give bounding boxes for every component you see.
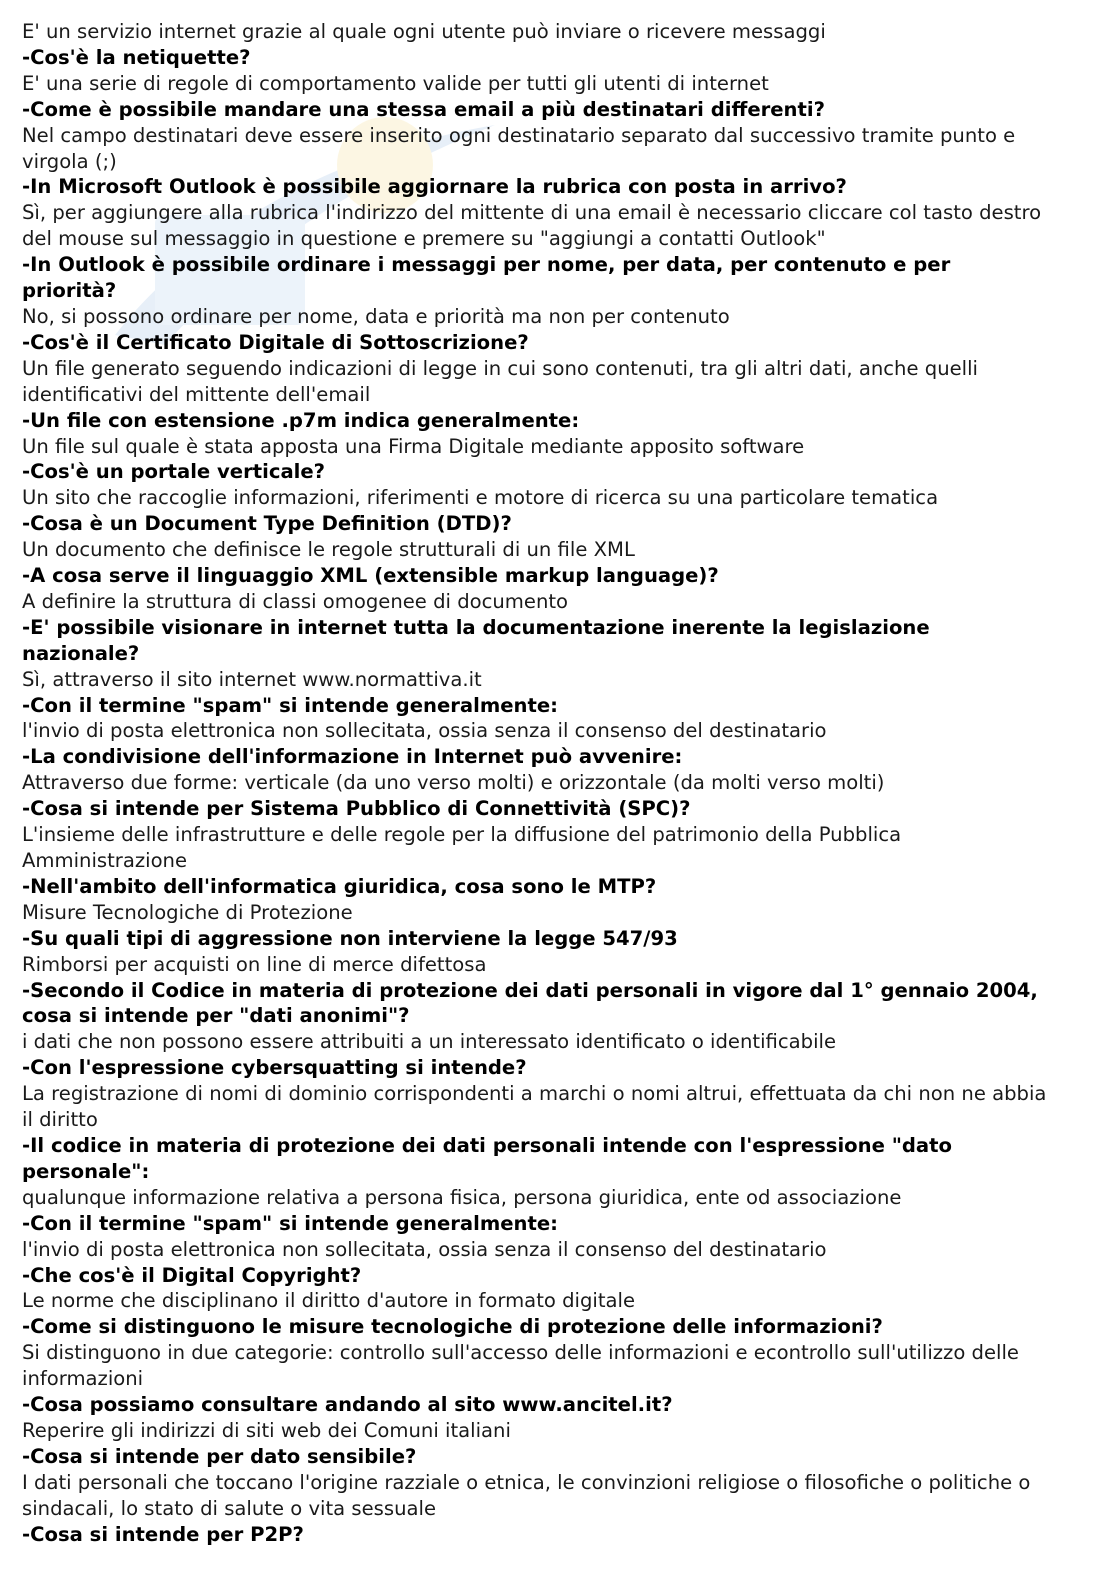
answer-line: No, si possono ordinare per nome, data e priorità ma non per contenuto <box>22 304 730 328</box>
answer-line: Amministrazione <box>22 849 188 872</box>
answer-line: Rimborsi per acquisti on line di merce difettosa <box>22 952 487 976</box>
answer-line: l'invio di posta elettronica non sollecitata, ossia senza il consenso del destinatario <box>22 1237 827 1261</box>
question-line: -E' possibile visionare in internet tutta la documentazione inerente la legislazione <box>22 615 930 639</box>
answer-line: il diritto <box>22 1108 98 1132</box>
question-line: -Cos'è la netiquette? <box>22 45 251 69</box>
answer-line: Attraverso due forme: verticale (da uno verso molti) e orizzontale (da molti verso molti) <box>22 771 885 795</box>
question-line: priorità? <box>22 279 117 303</box>
question-line: nazionale? <box>22 641 140 665</box>
question-line: -A cosa serve il linguaggio XML (extensible markup language)? <box>22 564 719 588</box>
answer-line: virgola (;) <box>22 149 117 173</box>
question-line: -Cosa è un Document Type Definition (DTD)? <box>22 512 512 536</box>
question-line: -Cosa si intende per dato sensibile? <box>22 1444 417 1468</box>
question-line: -Come si distinguono le misure tecnologiche di protezione delle informazioni? <box>22 1315 883 1339</box>
answer-line: Le norme che disciplinano il diritto d'autore in formato digitale <box>22 1289 636 1313</box>
answer-line: La registrazione di nomi di dominio corrispondenti a marchi o nomi altrui, effettuata da chi non ne abbia <box>22 1082 1047 1106</box>
question-line: -Cos'è il Certificato Digitale di Sottoscrizione? <box>22 330 529 354</box>
document-page <box>22 19 1102 1547</box>
answer-line: del mouse sul messaggio in questione e premere su "aggiungi a contatti Outlook" <box>22 227 826 251</box>
answer-line: informazioni <box>22 1367 144 1391</box>
answer-line: Sì, attraverso il sito internet www.normattiva.it <box>22 667 482 691</box>
question-line: -In Outlook è possibile ordinare i messaggi per nome, per data, per contenuto e per <box>22 253 951 277</box>
answer-line: Un documento che definisce le regole strutturali di un file XML <box>22 538 635 562</box>
question-line: -Cosa si intende per P2P? <box>22 1522 304 1546</box>
answer-line: Reperire gli indirizzi di siti web dei Comuni italiani <box>22 1418 511 1442</box>
answer-line: Un file sul quale è stata apposta una Firma Digitale mediante apposito software <box>22 434 805 458</box>
question-line: cosa si intende per "dati anonimi"? <box>22 1004 410 1028</box>
question-line: -Su quali tipi di aggressione non interviene la legge 547/93 <box>22 926 678 950</box>
answer-line: Si distinguono in due categorie: controllo sull'accesso delle informazioni e econtrollo sull'utilizzo delle <box>22 1341 1019 1365</box>
answer-line: Sì, per aggiungere alla rubrica l'indirizzo del mittente di una email è necessario cliccare col tasto destro <box>22 201 1042 225</box>
question-line: -Cosa si intende per Sistema Pubblico di Connettività (SPC)? <box>22 797 691 821</box>
answer-line: Un file generato seguendo indicazioni di legge in cui sono contenuti, tra gli altri dati, anche quelli <box>22 356 978 380</box>
answer-line: Nel campo destinatari deve essere inserito ogni destinatario separato dal successivo tramite punto e <box>22 123 1016 147</box>
question-line: -Con l'espressione cybersquatting si intende? <box>22 1056 527 1080</box>
answer-line: E' un servizio internet grazie al quale ogni utente può inviare o ricevere messaggi <box>22 20 826 43</box>
answer-line: L'insieme delle infrastrutture e delle regole per la diffusione del patrimonio della Pubblica <box>22 823 902 847</box>
question-line: -Un file con estensione .p7m indica generalmente: <box>22 408 580 432</box>
question-line: -Come è possibile mandare una stessa email a più destinatari differenti? <box>22 97 825 121</box>
answer-line: identificativi del mittente dell'email <box>22 382 371 406</box>
answer-line: l'invio di posta elettronica non sollecitata, ossia senza il consenso del destinatario <box>22 719 827 743</box>
answer-line: E' una serie di regole di comportamento valide per tutti gli utenti di internet <box>22 71 769 95</box>
question-line: -In Microsoft Outlook è possibile aggiornare la rubrica con posta in arrivo? <box>22 175 847 199</box>
question-line: -Il codice in materia di protezione dei dati personali intende con l'espressione "dato <box>22 1133 952 1157</box>
answer-line: qualunque informazione relativa a persona fisica, persona giuridica, ente od associazione <box>22 1185 902 1209</box>
question-line: -La condivisione dell'informazione in Internet può avvenire: <box>22 745 683 769</box>
question-line: -Con il termine "spam" si intende generalmente: <box>22 1211 558 1235</box>
question-line: -Secondo il Codice in materia di protezione dei dati personali in vigore dal 1° gennaio 2004, <box>22 978 1038 1002</box>
question-line: -Cos'è un portale verticale? <box>22 460 326 484</box>
answer-line: I dati personali che toccano l'origine razziale o etnica, le convinzioni religiose o filosofiche o politiche o <box>22 1470 1031 1494</box>
answer-line: sindacali, lo stato di salute o vita sessuale <box>22 1496 437 1520</box>
answer-line: Un sito che raccoglie informazioni, riferimenti e motore di ricerca su una particolare tematica <box>22 486 939 510</box>
question-line: -Con il termine "spam" si intende generalmente: <box>22 693 558 717</box>
question-line: -Nell'ambito dell'informatica giuridica, cosa sono le MTP? <box>22 874 657 898</box>
question-line: -Che cos'è il Digital Copyright? <box>22 1263 362 1287</box>
question-line: personale": <box>22 1159 150 1183</box>
answer-line: A definire la struttura di classi omogenee di documento <box>22 589 569 613</box>
question-line: -Cosa possiamo consultare andando al sito www.ancitel.it? <box>22 1393 673 1417</box>
answer-line: Misure Tecnologiche di Protezione <box>22 900 353 924</box>
answer-line: i dati che non possono essere attribuiti a un interessato identificato o identificabile <box>22 1030 837 1054</box>
